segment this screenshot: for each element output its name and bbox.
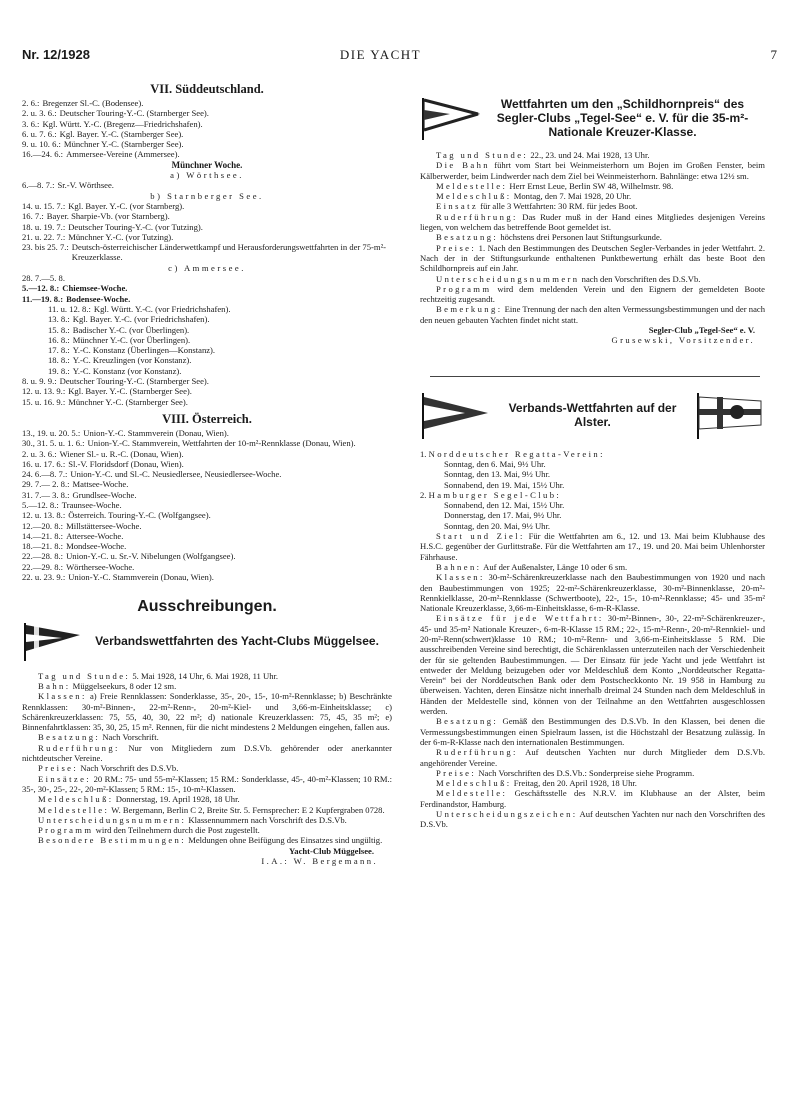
paragraph [22,774,392,795]
entry-date: 11.—19. 8.: [22,293,64,304]
paragraph-keyword: Ruderführung: [38,742,120,753]
entry-text: Millstättersee-Woche. [66,520,142,531]
entry-date: 12. u. 13. 9.: [22,386,66,397]
schedule-entry [22,325,392,335]
paragraph-keyword: Einsatz [436,201,479,212]
paragraph-keyword: Besatzung: [436,232,499,243]
entry-date: 19. 8.: [48,365,70,376]
entry-date: 18. 8.: [48,355,70,366]
paragraph [420,747,765,768]
paragraph-text: Gemäß den Bestimmungen des D.S.Vb. In den Klassen, bei denen die Vermessungsbestimmungen einen Spielraum lassen, ist die Höchstzahl der Besatzung zulässig. In der 6-m-R-Klasse nach den internationalen Bestimmungen. [420,716,765,747]
schedule-entry [22,211,392,221]
paragraph-keyword: Unterscheidungszeichen: [436,809,578,820]
paragraph-keyword: Programm [436,283,492,294]
entry-text: Y.-C. Konstanz (vor Konstanz). [72,365,182,376]
schedule-entry [22,479,392,489]
right-column [420,94,765,830]
paragraph-text: 22., 23. und 24. Mai 1928, 13 Uhr. [528,150,650,160]
entry-date: 8. u. 9. 9.: [22,376,57,387]
pennant-flag-icon [420,391,490,439]
schedule-entry [22,459,392,469]
date-line [420,500,765,510]
list-text: Sonnabend, den 19. Mai, 15½ Uhr. [444,479,565,490]
issue-number: Nr. 12/1928 [22,47,90,62]
entry-date: 12.—20. 8.: [22,520,64,531]
entry-date: 16.—24. 6.: [22,149,64,160]
paragraph [420,160,765,181]
entry-text: Wiener Sl.- u. R.-C. (Donau, Wien). [59,448,184,459]
schedule-list [22,376,392,407]
schedule-entry [22,304,392,314]
paragraph [22,732,392,742]
list-text: Sonntag, den 6. Mai, 9½ Uhr. [444,458,546,469]
paragraph-keyword: Tag und Stunde: [38,670,131,681]
paragraph [420,788,765,809]
section-title-sueddeutschland: VII. Süddeutschland. [150,82,264,96]
date-line [420,459,765,469]
paragraph-keyword: Ruderführung: [436,747,518,758]
paragraph-text: Auf deutschen Yachten nur durch Mitglieder dem D.S.Vb. angehörender Vereine. [420,747,765,768]
entry-date: 11. u. 12. 8.: [48,303,91,314]
schedule-list [22,98,392,160]
pennant-flag-icon [22,621,82,661]
entry-text: Bodensee-Woche. [66,293,131,304]
paragraph-keyword: Unterscheidungsnummern: [38,814,187,825]
list-number: 2. [420,489,429,500]
schedule-list [22,283,392,304]
entry-text: Y.-C. Kreuzlingen (vor Konstanz). [72,355,192,366]
paragraph-text: Meldungen ohne Beifügung des Einsatzes sind ungültig. [186,835,383,846]
entry-date: 6. u. 7. 6.: [22,128,57,139]
paragraph-text: 30-m²-Schärenkreuzerklasse nach den Baubestimmungen von 1920 und nach den Baubestimmungen von 1925; 22-m²-Schärenkreuzerklasse, 30-m²-Binnenklasse, 20-m²-Rennkielklasse, 20-m²-Rennklasse (Schwertboote), 22-, 15-, 10-m²-Rennklasse; 45- und 35-m² Nationale Kreuzerklasse, 3,66-m-Einheitsklasse, 6-m-R-Klasse. [420,572,765,614]
schedule-entry [22,521,392,531]
paragraph [420,531,765,562]
mueggelsee-announcement-header [22,621,392,661]
paragraph-text: Nach Vorschriften des D.S.Vb.: Sonderpreise siehe Programm. [476,767,695,778]
paragraph-text: Montag, den 7. Mai 1928, 20 Uhr. [511,191,632,202]
schedule-entry [22,355,392,365]
schedule-entry [22,490,392,500]
entry-text: Mattsee-Woche. [72,479,129,490]
paragraph-text: Müggelseekurs, 8 oder 12 sm. [70,680,177,691]
paragraph-keyword: Meldeschluß: [436,778,512,789]
paragraph [420,562,765,572]
schedule-entry [22,386,392,396]
paragraph-text: Nach Vorschrift. [100,732,159,743]
entry-text: Union-Y.-C. Stammverein (Donau, Wien). [68,572,214,583]
paragraph-text: Nach Vorschrift des D.S.Vb. [78,763,179,774]
schedule-entry [22,366,392,376]
entry-text: Münchner Y.-C. (vor Tutzing). [68,231,174,242]
entry-text: Deutscher Touring-Y.-C. (Starnberger See). [59,108,209,119]
paragraph-text: nach den Vorschriften des D.S.Vb. [579,273,701,284]
date-line [420,510,765,520]
paragraph-text: wird den Teilnehmern durch die Post zugestellt. [93,825,260,836]
paragraph-keyword: Start und Ziel: [436,531,525,542]
paragraph-keyword: Meldeschluß: [436,191,512,202]
entry-date: 12. u. 13. 8.: [22,510,66,521]
paragraph-keyword: Programm [38,825,94,836]
journal-title: DIE YACHT [339,47,422,62]
paragraph-text: 30-m²-Binnen-, 30-, 22-m²-Schärenkreuzer-, 45- und 35-m² Nationale Kreuzer-, 6-m-R-Klasse 15 RM.; 22-, 15-m²-Renn-, 20-m²-Rennkiel- und 20-m²-Renn(schwert)klasse 10 RM.; 10-m²-Renn- und 3,66-m-Einheitsklasse 5 RM. Die ausschreibenden Vereine sind berechtigt, die Schärenklassen unterzuteilen nach der Verschiedenheit der für sie geltenden Baubestimmungen. — Der Einsatz für jede Yacht und jede Wettfahrt ist entweder der Meldung beizugeben oder vor Meldeschluß dem Konto „Norddeutscher Regatta-Verein“ bei der Norddeutschen Bank oder dem Postscheckkonto Nr. 19 958 in Hamburg zu überweisen. Yachten, deren Einsätze nicht innerhalb dreimal 24 Stunden nach dem Meldeschluß in Händen der Meldestelle sind, können von der Teilnahme an den Wettfahrten ausgeschlossen werden. [420,613,765,717]
signature-person: Grusewski, Vorsitzender. [611,335,755,346]
paragraph-text: Klassennummern nach Vorschrift des D.S.Vb. [186,814,347,825]
schedule-entry [22,201,392,211]
entry-date: 5.—12. 8.: [22,499,59,510]
paragraph-text: Auf deutschen Yachten nur nach den Vorschriften des D.S.Vb. [420,809,765,830]
schedule-entry [22,500,392,510]
paragraph [420,778,765,788]
entry-text: Attersee-Woche. [66,530,124,541]
schedule-entry [22,180,392,190]
schedule-entry [22,98,392,108]
date-line [420,449,765,459]
ammersee-dates: 28. 7.—5. 8. [22,273,65,284]
entry-text: Wörthersee-Woche. [66,561,135,572]
schedule-entry [22,283,392,293]
club-flag-icon [695,391,765,439]
paragraph [22,825,392,835]
location-starnberger-see: b) Starnberger See. [150,190,264,201]
schedule-entry [22,376,392,386]
entry-date: 21. u. 22. 7.: [22,231,66,242]
entry-date: 31. 7.— 3. 8.: [22,489,70,500]
announcement-body [420,150,765,325]
paragraph-text: Für die Wettfahrten am 6., 12. und 13. Mai beim Klubhause des H.S.C. gegenüber der Gurlittstraße. Für die Wettfahrten am 17., 19. und 20. Mai beim Uhlenhorster Fährhause. [420,531,765,562]
entry-text: Sr.-V. Wörthsee. [57,180,114,191]
entry-text: Sl.-V. Floridsdorf (Donau, Wien). [68,458,184,469]
paragraph-text: Geschäftsstelle des N.R.V. im Klubhause an der Alster, beim Ferdinandstor, Hamburg. [420,788,765,809]
entry-date: 14.—21. 8.: [22,530,64,541]
entry-date: 5.—12. 8.: [22,283,60,294]
signature-club: Yacht-Club Müggelsee. [289,845,374,856]
schedule-entry [22,108,392,118]
entry-text: Münchner Y.-C. (Starnberger See). [63,139,184,150]
entry-text: Deutscher Touring-Y.-C. (vor Tutzing). [68,221,203,232]
entry-date: 22.—29. 8.: [22,561,64,572]
paragraph-keyword: Ruderführung: [436,211,518,222]
schedule-entry [22,129,392,139]
page-number: 7 [770,47,777,62]
entry-text: Traunsee-Woche. [61,499,122,510]
paragraph [420,284,765,305]
paragraph-text: Auf der Außenalster, Länge 10 oder 6 sm. [481,561,628,572]
list-text: Sonntag, den 13. Mai, 9½ Uhr. [444,469,550,480]
subheading-muenchner-woche: Münchner Woche. [171,159,243,170]
paragraph-text: Eine Trennung der nach den alten Vermessungsbestimmungen und der nach den neuen gebauten Yachten findet nicht statt. [420,304,765,325]
schedule-list [22,304,392,376]
list-text: Sonnabend, den 12. Mai, 15½ Uhr. [444,500,565,511]
entry-date: 9. u. 10. 6.: [22,139,61,150]
announcement-title: Verbands-Wettfahrten auf der Alster. [508,400,677,429]
paragraph-keyword: Preise: [436,767,477,778]
entry-text: Kgl. Württ. Y.-C. (vor Friedrichshafen). [93,303,231,314]
paragraph-keyword: Meldeschluß: [38,794,114,805]
announcement-title: Wettfahrten um den „Schildhornpreis“ des Segler-Clubs „Tegel-See“ e. V. für die 35-m²- Nationale Kreuzer-Klasse. [496,97,749,139]
schedule-entry [22,345,392,355]
paragraph-text: Nur von Mitgliedern zum D.S.Vb. gehörender oder anerkannter nichtdeutscher Vereine. [22,742,392,764]
entry-text: Kgl. Württ. Y.-C. (Bregenz—Friedrichshafen). [42,118,203,129]
entry-text: Ammersee-Vereine (Ammersee). [66,149,180,160]
schedule-list [22,180,392,190]
list-text: Norddeutscher Regatta-Verein: [428,448,605,459]
entry-text: Y.-C. Konstanz (Überlingen—Konstanz). [72,345,216,356]
paragraph [420,716,765,747]
pennant-flag-icon [420,96,480,140]
heading-ausschreibungen: Ausschreibungen. [137,598,277,616]
paragraph-text: 20 RM.: 75- und 55-m²-Klassen; 15 RM.: Sonderklasse, 45-, 40-m²-Klassen; 10 RM.: 35-, 30-, 25-, 22-, 20-m²-Klassen; 5 RM.: 15-, 10-m²-Klassen. [22,773,392,794]
paragraph-text: 5. Mai 1928, 14 Uhr, 6. Mai 1928, 11 Uhr. [130,670,279,681]
paragraph [22,743,392,764]
announcement-body [22,671,392,846]
paragraph [420,809,765,830]
schedule-entry [22,531,392,541]
list-text: Sonntag, den 20. Mai, 9½ Uhr. [444,520,550,531]
paragraph-keyword: Bahn: [38,680,71,691]
schedule-entry [22,222,392,232]
paragraph-keyword: Besatzung: [38,732,101,743]
paragraph-text: Herr Ernst Leue, Berlin SW 48, Wilhelmstr. 98. [507,180,674,191]
date-line [420,521,765,531]
schedule-entry [22,572,392,582]
location-woerthsee: a) Wörthsee. [170,170,244,181]
paragraph [420,191,765,201]
schedule-list [22,428,392,582]
list-text: Hamburger Segel-Club: [428,489,562,500]
entry-text: Deutsch-österreichischer Länderwettkampf und Herausforderungswettfahrten in der 75-m²-Kreuzerklasse. [71,242,387,263]
paragraph-keyword: Bahnen: [436,561,482,572]
paragraph [22,805,392,815]
paragraph-keyword: Bemerkung: [436,304,503,315]
paragraph-text: a) Freie Rennklassen: Sonderklasse, 35-, 20-, 15-, 10-m²-Rennklasse; b) Beschränkte Rennklassen: 30-m²-Binnen-, 22-m²-Renn-, 20-m²-Kiel- und 3,66-m-Einheitsklasse; c) Schärenkreuzerklassen: 75, 55, 40, 30, 22 m²; d) nationale Kreuzerklassen: 75, 45, 35 m²; e) Binnenfahrtklassen: 35, 30, 25, 15 m². Rennen, für die nicht mindestens 2 Meldungen eingehen, fallen aus. [22,691,392,733]
schedule-entry [22,397,392,407]
paragraph [22,763,392,773]
entry-date: 15. u. 16. 9.: [22,396,66,407]
entry-text: Münchner Y.-C. (vor Überlingen). [72,334,191,345]
date-line [420,480,765,490]
announcement-title: Verbandswettfahrten des Yacht-Clubs Müggelsee. [95,633,379,648]
paragraph-keyword: Tag und Stunde: [436,150,529,160]
entry-text: Bregenzer Sl.-C. (Bodensee). [42,98,144,108]
schedule-entry [22,438,392,448]
schedule-entry [22,314,392,324]
entry-text: Union-Y.-C. Stammverein (Donau, Wien). [83,427,229,438]
entry-text: Union-Y.-C. u. Sr.-V. Nibelungen (Wolfgangsee). [66,551,236,562]
schedule-entry [22,428,392,438]
paragraph-keyword: Meldestelle: [38,804,110,815]
entry-date: 13. 8.: [48,314,70,325]
entry-text: Kgl. Bayer. Y.-C. (Starnberger See). [68,386,192,397]
list-text: Donnerstag, den 17. Mai, 9½ Uhr. [444,510,562,521]
schedule-entry [22,449,392,459]
paragraph-keyword: Meldestelle: [436,180,508,191]
entry-date: 29. 7.— 2. 8.: [22,479,70,490]
entry-text: Chiemsee-Woche. [62,283,128,294]
paragraph [420,274,765,284]
entry-text: Union-Y.-C. und Sl.-C. Neusiedlersee, Neusiedlersee-Woche. [70,469,282,480]
schedule-entry [22,335,392,345]
entry-date: 18. u. 19. 7.: [22,221,66,232]
entry-date: 22. u. 23. 9.: [22,572,66,583]
entry-text: Deutscher Touring-Y.-C. (Starnberger See). [59,376,209,387]
paragraph [420,768,765,778]
date-line [420,490,765,500]
entry-date: 6.—8. 7.: [22,180,55,191]
entry-text: Badischer Y.-C. (vor Überlingen). [72,324,190,335]
entry-date: 17. 8.: [48,345,70,356]
entry-date: 23. bis 25. 7.: [22,242,69,253]
paragraph-text: W. Bergemann, Berlin C 2, Breite Str. 5. Fernsprecher: E 2 Kupfergraben 0728. [109,804,385,815]
list-number: 1. [420,448,429,459]
announcement-body [420,531,765,830]
entry-date: 24. 6.—8. 7.: [22,469,68,480]
paragraph-keyword: Klassen: [436,572,485,583]
entry-text: Kgl. Bayer. Y.-C. (Starnberger See). [59,128,184,139]
schedule-entry [22,541,392,551]
schedule-entry [22,139,392,149]
paragraph [420,572,765,613]
schedule-entry [22,510,392,520]
paragraph-keyword: Einsätze für jede Wettfahrt: [436,613,604,624]
schedule-entry [22,242,392,263]
schedule-entry [22,562,392,572]
entry-date: 30., 31. 5. u. 1. 6.: [22,438,85,449]
paragraph [420,243,765,274]
schildhorn-announcement-header [420,96,765,140]
paragraph-text: Das Ruder muß in der Hand eines Mitgliedes desjenigen Vereins liegen, von welchem das betreffende Boot gemeldet ist. [420,211,765,233]
entry-text: Bayer. Sharpie-Vb. (vor Starnberg). [46,211,170,222]
entry-text: Kgl. Bayer. Y.-C. (vor Starnberg). [68,200,185,211]
paragraph-keyword: Unterscheidungsnummern [436,273,580,284]
paragraph-text: Donnerstag, 19. April 1928, 18 Uhr. [113,794,240,805]
page-header [22,47,777,67]
regatta-dates-list [420,449,765,531]
entry-date: 2. u. 3. 6.: [22,108,57,119]
paragraph-keyword: Klassen: [38,691,87,702]
entry-date: 16. 7.: [22,211,44,222]
entry-text: Mondsee-Woche. [66,541,127,552]
schedule-entry [22,119,392,129]
paragraph-keyword: Einsätze: [38,773,92,784]
paragraph [420,212,765,233]
schedule-entry [22,232,392,242]
entry-date: 16. u. 17. 6.: [22,458,66,469]
paragraph-keyword: Meldestelle: [436,788,508,799]
paragraph-text: wird dem meldenden Verein und den Eignern der gemeldeten Boote rechtzeitig zugesandt. [420,283,765,305]
entry-date: 14. u. 15. 7.: [22,200,66,211]
date-line [420,469,765,479]
signature-person: I.A.: W. Bergemann. [261,856,378,866]
paragraph [22,815,392,825]
paragraph-keyword: Besondere Bestimmungen: [38,835,187,846]
entry-text: Österreich. Touring-Y.-C. (Wolfgangsee). [68,510,211,521]
entry-date: 22.—28. 8.: [22,551,64,562]
paragraph [420,232,765,242]
paragraph-keyword: Preise: [38,763,79,774]
paragraph [420,150,765,160]
paragraph [420,304,765,325]
paragraph [22,671,392,681]
divider [430,376,760,377]
paragraph [22,794,392,804]
signature-club: Segler-Club „Tegel-See“ e. V. [648,325,755,336]
alster-announcement-header [420,391,765,439]
schedule-entry [22,149,392,159]
entry-date: 16. 8.: [48,334,70,345]
paragraph [420,201,765,211]
location-ammersee: c) Ammersee. [168,262,246,273]
left-column [22,80,392,866]
entry-text: Münchner Y.-C. (Starnberger See). [68,396,188,407]
entry-date: 2. 6.: [22,98,40,108]
entry-date: 13., 19. u. 20. 5.: [22,427,81,438]
paragraph-text: 1. Nach den Bestimmungen des Deutschen Segler-Verbandes in jeder Wettfahrt. 2. Nach der in der Stiftungsurkunde enthaltenen Punktbewertung erhält das beste Boot den Schildhornpreis auf ein Jahr. [420,242,765,274]
paragraph [22,835,392,845]
paragraph [22,691,392,732]
paragraph-keyword: Die Bahn [436,160,491,171]
paragraph-text: für alle 3 Wettfahrten: 30 RM. für jedes Boot. [478,201,638,212]
entry-text: Kgl. Bayer. Y.-C. (vor Friedrichshafen). [72,314,210,325]
entry-date: 3. 6.: [22,118,40,129]
paragraph-text: führt vom Start bei Weinmeisterhorn um Bojen im Großen Fenster, beim Kälberwerder, beim Lindwerder nach dem Ziel bei Weinmeisterhorn. Bahnlänge: etwa 12½ sm. [420,160,765,181]
paragraph-keyword: Besatzung: [436,716,499,727]
entry-date: 18.—21. 8.: [22,541,64,552]
entry-date: 2. u. 3. 6.: [22,448,57,459]
schedule-entry [22,469,392,479]
entry-date: 15. 8.: [48,324,70,335]
paragraph [22,681,392,691]
section-title-oesterreich: VIII. Österreich. [162,411,252,426]
paragraph-text: höchstens drei Personen laut Stiftungsurkunde. [498,232,662,243]
schedule-list [22,201,392,263]
schedule-entry [22,294,392,304]
schedule-entry [22,551,392,561]
paragraph-text: Freitag, den 20. April 1928, 18 Uhr. [511,778,637,789]
paragraph [420,181,765,191]
entry-text: Grundlsee-Woche. [72,489,137,500]
paragraph-keyword: Preise: [436,242,477,253]
entry-text: Union-Y.-C. Stammverein, Wettfahrten der 10-m²-Rennklasse (Donau, Wien). [87,438,356,449]
paragraph [420,613,765,716]
